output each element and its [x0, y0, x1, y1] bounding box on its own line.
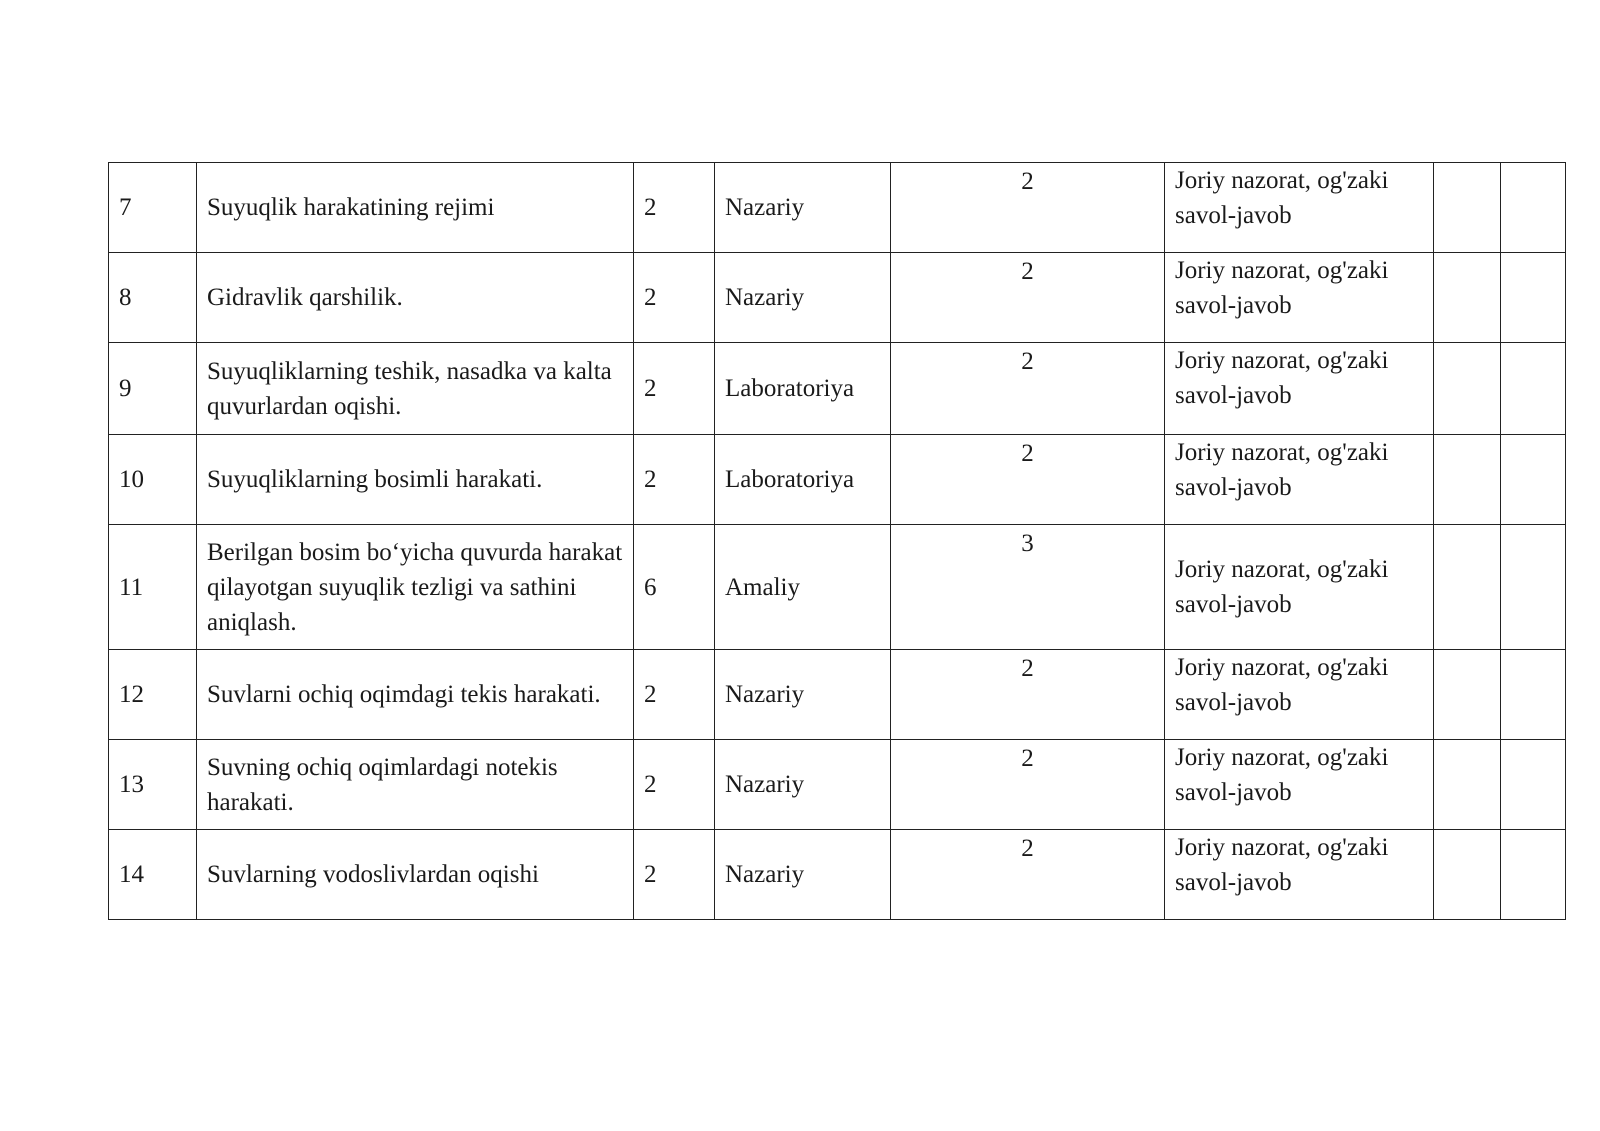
empty-cell — [1501, 830, 1566, 920]
control-form-cell: Joriy nazorat, og'zaki savol-javob — [1165, 740, 1434, 830]
empty-cell — [1434, 435, 1501, 525]
control-form-cell: Joriy nazorat, og'zaki savol-javob — [1165, 435, 1434, 525]
empty-cell — [1501, 740, 1566, 830]
row-number: 8 — [109, 253, 197, 343]
table-row — [109, 740, 1566, 830]
hours-secondary-cell: 2 — [891, 253, 1165, 343]
row-number: 10 — [109, 435, 197, 525]
hours-cell: 2 — [634, 343, 715, 435]
lesson-type-cell: Nazariy — [715, 830, 891, 920]
hours-cell: 2 — [634, 830, 715, 920]
hours-cell: 2 — [634, 740, 715, 830]
control-form-cell: Joriy nazorat, og'zaki savol-javob — [1165, 650, 1434, 740]
empty-cell — [1501, 525, 1566, 650]
control-form-cell: Joriy nazorat, og'zaki savol-javob — [1165, 525, 1434, 650]
lesson-type-cell: Nazariy — [715, 650, 891, 740]
table-row — [109, 525, 1566, 650]
lesson-type-cell: Nazariy — [715, 163, 891, 253]
control-form-cell: Joriy nazorat, og'zaki savol-javob — [1165, 343, 1434, 435]
topic-cell: Suyuqliklarning teshik, nasadka va kalta quvurlardan oqishi. — [197, 343, 634, 435]
row-number: 11 — [109, 525, 197, 650]
table-row — [109, 650, 1566, 740]
empty-cell — [1434, 740, 1501, 830]
hours-secondary-cell: 2 — [891, 650, 1165, 740]
empty-cell — [1434, 253, 1501, 343]
empty-cell — [1434, 525, 1501, 650]
hours-secondary-cell: 2 — [891, 435, 1165, 525]
topic-cell: Suyuqlik harakatining rejimi — [197, 163, 634, 253]
table-row — [109, 830, 1566, 920]
table-row — [109, 435, 1566, 525]
topic-cell: Suvlarni ochiq oqimdagi tekis harakati. — [197, 650, 634, 740]
hours-cell: 6 — [634, 525, 715, 650]
hours-cell: 2 — [634, 163, 715, 253]
empty-cell — [1434, 163, 1501, 253]
topic-cell: Berilgan bosim bo‘yicha quvurda harakat qilayotgan suyuqlik tezligi va sathini aniqlash. — [197, 525, 634, 650]
empty-cell — [1434, 650, 1501, 740]
hours-cell: 2 — [634, 435, 715, 525]
control-form-cell: Joriy nazorat, og'zaki savol-javob — [1165, 163, 1434, 253]
lesson-type-cell: Laboratoriya — [715, 435, 891, 525]
table-row — [109, 163, 1566, 253]
hours-secondary-cell: 3 — [891, 525, 1165, 650]
row-number: 13 — [109, 740, 197, 830]
empty-cell — [1434, 830, 1501, 920]
lesson-type-cell: Amaliy — [715, 525, 891, 650]
hours-secondary-cell: 2 — [891, 740, 1165, 830]
row-number: 9 — [109, 343, 197, 435]
topic-cell: Suvlarning vodoslivlardan oqishi — [197, 830, 634, 920]
empty-cell — [1501, 435, 1566, 525]
control-form-cell: Joriy nazorat, og'zaki savol-javob — [1165, 830, 1434, 920]
hours-cell: 2 — [634, 253, 715, 343]
topic-cell: Suvning ochiq oqimlardagi notekis harakati. — [197, 740, 634, 830]
row-number: 7 — [109, 163, 197, 253]
hours-secondary-cell: 2 — [891, 830, 1165, 920]
table-row — [109, 343, 1566, 435]
empty-cell — [1501, 343, 1566, 435]
hours-cell: 2 — [634, 650, 715, 740]
empty-cell — [1434, 343, 1501, 435]
topic-cell: Gidravlik qarshilik. — [197, 253, 634, 343]
table-row — [109, 253, 1566, 343]
empty-cell — [1501, 253, 1566, 343]
control-form-cell: Joriy nazorat, og'zaki savol-javob — [1165, 253, 1434, 343]
lesson-type-cell: Nazariy — [715, 740, 891, 830]
row-number: 14 — [109, 830, 197, 920]
empty-cell — [1501, 650, 1566, 740]
lesson-type-cell: Nazariy — [715, 253, 891, 343]
row-number: 12 — [109, 650, 197, 740]
hours-secondary-cell: 2 — [891, 343, 1165, 435]
hours-secondary-cell: 2 — [891, 163, 1165, 253]
empty-cell — [1501, 163, 1566, 253]
topic-cell: Suyuqliklarning bosimli harakati. — [197, 435, 634, 525]
lesson-plan-table — [108, 162, 1566, 920]
lesson-type-cell: Laboratoriya — [715, 343, 891, 435]
